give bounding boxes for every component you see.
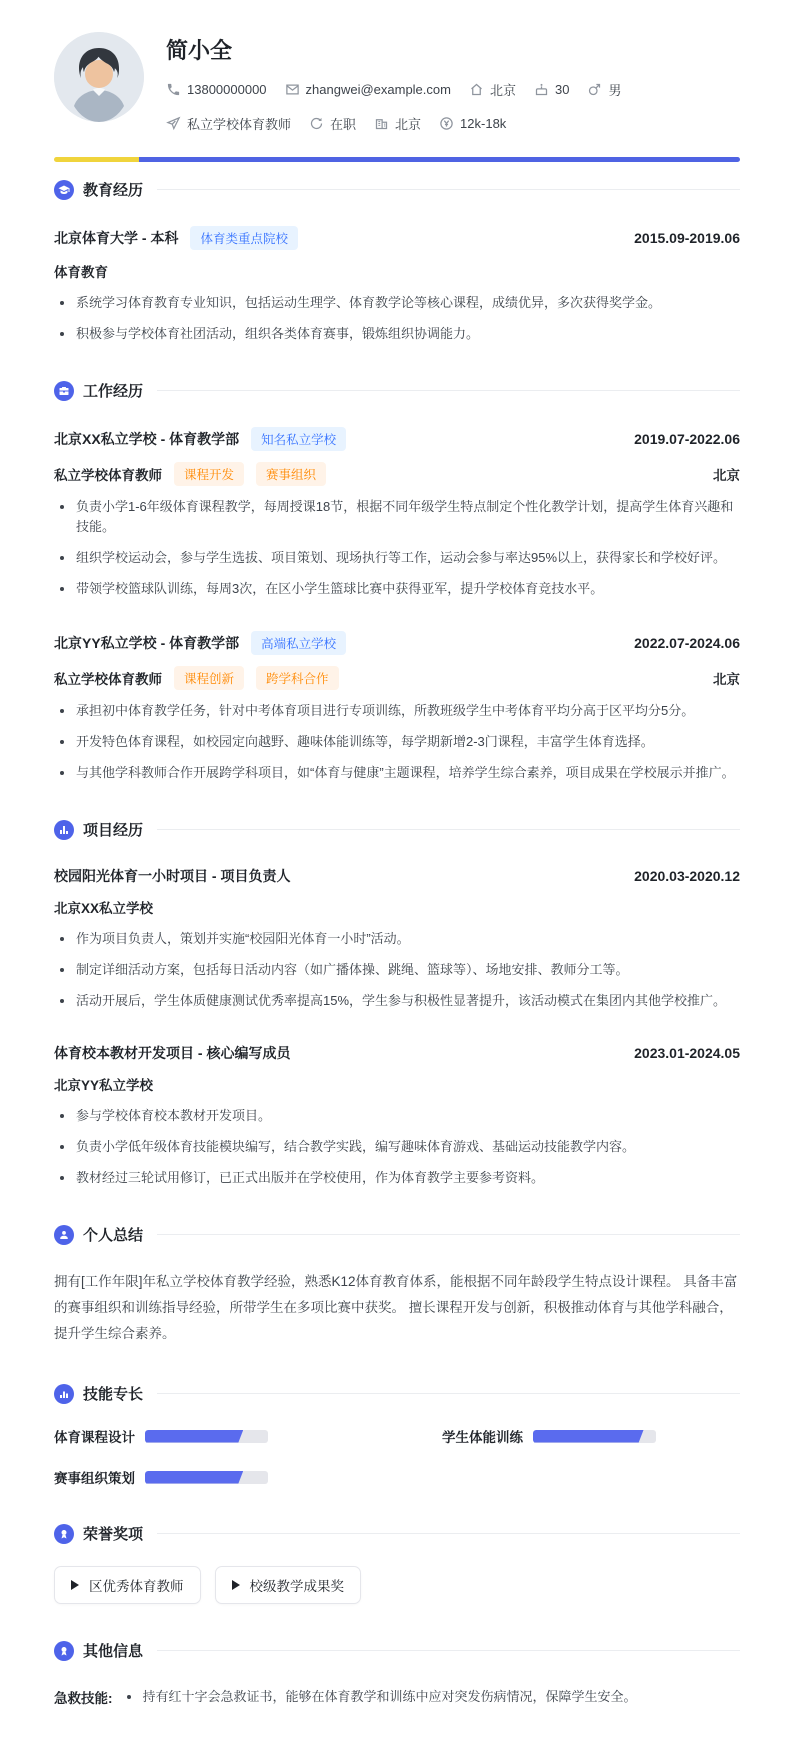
position-text: 私立学校体育教师 [187,117,292,132]
position-icon [166,116,181,131]
project-date: 2020.03-2020.12 [634,868,740,884]
bullet-dot [60,556,64,560]
skill-bar-fill [533,1430,644,1443]
skill-bar-track [533,1430,656,1443]
other-header [54,1640,740,1661]
skill-item [54,1426,352,1446]
home-icon [469,82,484,97]
role-name: 私立学校体育教师 [54,672,162,687]
skills-grid [54,1426,740,1487]
work-date: 2019.07-2022.06 [634,431,740,447]
bullet-dot [60,999,64,1003]
project-org: 北京YY私立学校 [54,1078,154,1093]
city-icon [374,116,389,131]
phone-text: 13800000000 [187,82,267,97]
education-title: 教育经历 [83,182,144,199]
candidate-name: 简小全 [166,38,233,63]
project-entry-2 [54,1043,740,1188]
bullet-dot [60,968,64,972]
gender-text: 男 [608,83,622,98]
work-title: 工作经历 [83,383,144,400]
work-bullet: 负责小学1-6年级体育课程教学，每周授课18节，根据不同年级学生特点制定个性化教学计划，提高学生体育兴趣和技能。 [54,497,740,537]
contact-work-city [374,114,421,133]
phone-icon [166,82,181,97]
header-divider [54,157,740,162]
bullet-dot [60,587,64,591]
work-entry-1 [54,427,740,599]
section-rule [157,1393,740,1394]
section-skills [54,1383,740,1487]
education-bullet: 积极参与学校体育社团活动，组织各类体育赛事，锻炼组织协调能力。 [54,324,740,344]
project-title-row [54,866,740,886]
contact-salary [439,116,506,131]
other-info-label: 急救技能: [54,1691,113,1706]
divider-yellow-segment [54,157,139,162]
projects-header [54,819,740,840]
education-date: 2015.09-2019.06 [634,230,740,246]
section-rule [157,390,740,391]
play-icon [71,1580,79,1590]
project-bullet: 教材经过三轮试用修订，已正式出版并在学校使用，作为体育教学主要参考资料。 [54,1168,740,1188]
project-org: 北京XX私立学校 [54,901,154,916]
work-bullet: 与其他学科教师合作开展跨学科项目，如“体育与健康”主题课程，培养学生综合素养，项目成果在学校展示并推广。 [54,763,740,783]
honor-pill [54,1566,201,1604]
section-education [54,179,740,344]
major-row [54,261,740,282]
salary-icon [439,116,454,131]
bullet-dot [60,505,64,509]
section-rule [157,189,740,190]
contact-phone [166,82,267,97]
bullet-dot [60,301,64,305]
bullet-dot [60,1176,64,1180]
section-projects [54,819,740,1188]
skill-bar-fill [145,1471,243,1484]
skill-bar-track [145,1471,268,1484]
gender-icon [587,82,602,97]
play-icon [232,1580,240,1590]
contact-row-1 [166,80,639,99]
work-city-text: 北京 [395,117,422,132]
honor-pill [215,1566,362,1604]
project-org-row [54,1074,740,1095]
project-bullet: 负责小学低年级体育技能模块编写，结合教学实践，编写趣味体育游戏、基础运动技能教学内容。 [54,1137,740,1157]
mail-icon [285,82,300,97]
role-tag: 赛事组织 [256,462,326,486]
bar-chart-icon [54,820,74,840]
contact-gender [587,80,621,99]
company-name: 北京YY私立学校 - 体育教学部 [54,635,240,651]
avatar-photo [54,32,144,122]
age-icon [534,82,549,97]
school-tag: 体育类重点院校 [190,226,298,250]
work-role-row [54,666,740,690]
honors-header [54,1523,740,1544]
project-bullet: 制定详细活动方案，包括每日活动内容（如广播体操、跳绳、篮球等）、场地安排、教师分工等。 [54,960,740,980]
work-role-row [54,462,740,486]
education-header [54,179,740,200]
other-title: 其他信息 [83,1643,144,1660]
email-text: zhangwei@example.com [305,82,451,97]
medal-icon [54,1524,74,1544]
projects-title: 项目经历 [83,822,144,839]
role-tag: 课程创新 [174,666,244,690]
education-entry [54,226,740,344]
section-work [54,380,740,783]
project-bullet: 参与学校体育校本教材开发项目。 [54,1106,740,1126]
education-title-row [54,226,740,250]
role-tag: 课程开发 [174,462,244,486]
contact-email [285,82,451,97]
company-name: 北京XX私立学校 - 体育教学部 [54,431,240,447]
contact-position [166,114,291,133]
bullet-dot [127,1695,131,1699]
section-other [54,1640,740,1707]
skill-item [442,1426,740,1446]
bullet-dot [60,937,64,941]
project-org-row [54,897,740,918]
project-bullet: 作为项目负责人，策划并实施“校园阳光体育一小时”活动。 [54,929,740,949]
section-rule [157,1533,740,1534]
contact-home-city [469,80,516,99]
work-date: 2022.07-2024.06 [634,635,740,651]
briefcase-icon [54,381,74,401]
honor-label: 区优秀体育教师 [89,1579,184,1594]
salary-text: 12k-18k [460,116,507,131]
major-name: 体育教育 [54,265,108,280]
skill-item [54,1467,352,1487]
skill-bar-fill [145,1430,243,1443]
work-bullet: 承担初中体育教学任务，针对中考体育项目进行专项训练，所教班级学生中考体育平均分高于区平均分5分。 [54,701,740,721]
summary-header [54,1224,740,1245]
summary-text: 拥有[工作年限]年私立学校体育教学经验，熟悉K12体育教育体系，能根据不同年龄段学生特点设计课程。 具备丰富的赛事组织和训练指导经验，所带学生在多项比赛中获奖。 擅长课程开发与创新，积极推动体育与其他学科融合，提升学生综合素养。 [54,1274,738,1341]
bullet-dot [60,1114,64,1118]
project-name: 体育校本教材开发项目 - 核心编写成员 [54,1045,291,1061]
other-info-line [54,1687,740,1707]
bullet-dot [60,771,64,775]
bullet-dot [60,1145,64,1149]
project-title-row [54,1043,740,1063]
honors-title: 荣誉奖项 [83,1526,144,1543]
education-bullet: 系统学习体育教育专业知识，包括运动生理学、体育教学论等核心课程，成绩优异，多次获得奖学金。 [54,293,740,313]
honor-label: 校级教学成果奖 [249,1579,344,1594]
status-icon [309,116,324,131]
section-rule [157,1650,740,1651]
skill-bar-track [145,1430,268,1443]
medal-icon [54,1641,74,1661]
project-entry-1 [54,866,740,1011]
contact-age [534,82,569,97]
project-name: 校园阳光体育一小时项目 - 项目负责人 [54,868,291,884]
section-honors [54,1523,740,1604]
section-rule [157,829,740,830]
work-location: 北京 [713,468,740,483]
bullet-dot [60,709,64,713]
header-info [166,32,639,133]
bullet-dot [60,332,64,336]
resume-header [54,32,740,133]
project-bullet: 活动开展后，学生体质健康测试优秀率提高15%，学生参与积极性显著提升，该活动模式在集团内其他学校推广。 [54,991,740,1011]
summary-title: 个人总结 [83,1227,144,1244]
company-tag: 高端私立学校 [251,631,346,655]
contact-status [309,114,356,133]
section-summary [54,1224,740,1347]
skill-label: 学生体能训练 [442,1430,523,1445]
age-text: 30 [554,82,570,97]
work-bullet: 组织学校运动会，参与学生选拔、项目策划、现场执行等工作，运动会参与率达95%以上，获得家长和学校好评。 [54,548,740,568]
work-header [54,380,740,401]
home-city-text: 北京 [489,83,516,98]
honor-list [54,1566,740,1604]
skill-label: 体育课程设计 [54,1430,135,1445]
skills-chart-icon [54,1384,74,1404]
bullet-dot [60,740,64,744]
contact-row-2 [166,114,639,133]
role-tag: 跨学科合作 [256,666,339,690]
skills-title: 技能专长 [83,1386,144,1403]
graduation-cap-icon [54,180,74,200]
work-entry-2 [54,631,740,783]
school-name: 北京体育大学 - 本科 [54,230,179,246]
company-tag: 知名私立学校 [251,427,346,451]
section-rule [157,1234,740,1235]
project-date: 2023.01-2024.05 [634,1045,740,1061]
divider-blue-segment [139,157,740,162]
avatar [54,32,144,122]
work-title-row [54,631,740,655]
person-icon [54,1225,74,1245]
skill-label: 赛事组织策划 [54,1471,135,1486]
role-name: 私立学校体育教师 [54,468,162,483]
work-location: 北京 [713,672,740,687]
other-info-text: 持有红十字会急救证书，能够在体育教学和训练中应对突发伤病情况，保障学生安全。 [142,1689,637,1704]
work-title-row [54,427,740,451]
status-text: 在职 [330,117,357,132]
skills-header [54,1383,740,1404]
work-bullet: 带领学校篮球队训练，每周3次，在区小学生篮球比赛中获得亚军，提升学校体育竞技水平。 [54,579,740,599]
work-bullet: 开发特色体育课程，如校园定向越野、趣味体能训练等，每学期新增2-3门课程，丰富学生体育选择。 [54,732,740,752]
